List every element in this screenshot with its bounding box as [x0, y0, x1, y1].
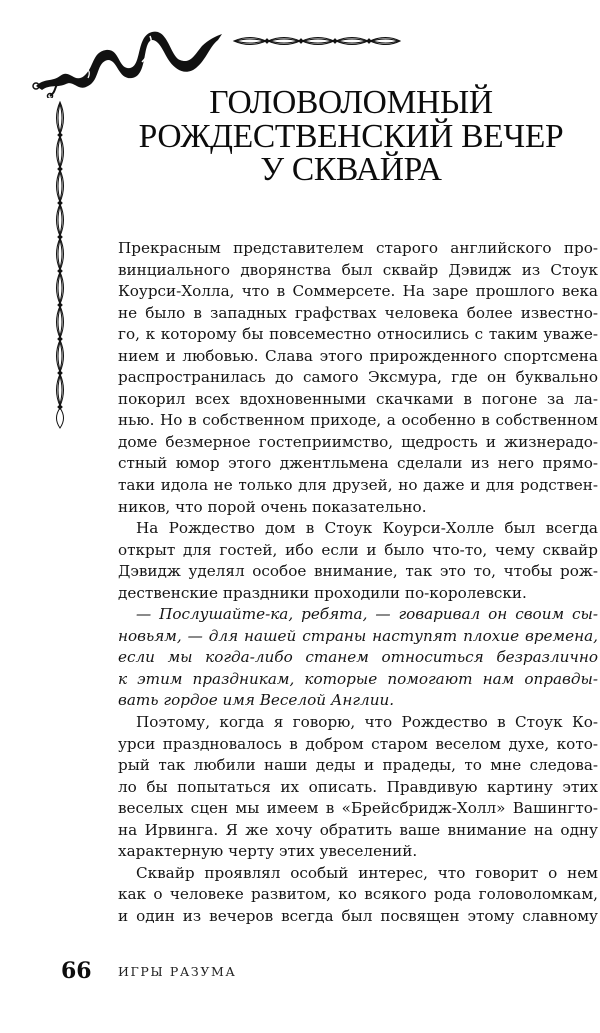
text-line: ников, что порой очень показательно. — [118, 497, 427, 516]
text-line: на Ирвинга. Я же хочу обратить ваше внимание на одну — [118, 820, 598, 839]
text-line: рый так любили наши деды и прадеды, то мне следова- — [118, 756, 598, 775]
text-line: нием и любовью. Слава этого прирожденного спортсмена — [118, 346, 598, 365]
text-line: Сквайр проявлял особый интерес, что говорит о нем — [136, 863, 598, 882]
quote-line: если мы когда-либо станем относиться безразлично — [118, 648, 598, 667]
text-line: распространилась до самого Эксмура, где он буквально — [118, 368, 598, 387]
text-line: открыт для гостей, ибо если и было что-то, чему сквайр — [118, 540, 598, 559]
text-line: характерную черту этих увеселений. — [118, 842, 418, 861]
quote-line: к этим праздникам, которые помогают нам оправды- — [118, 669, 598, 688]
text-line: ло бы попытаться их описать. Правдивую картину этих — [118, 777, 598, 796]
text-line: урси праздновалось в добром старом веселом духе, кото- — [118, 734, 598, 753]
text-line: Дэвидж уделял особое внимание, так это то, чтобы рож- — [118, 562, 598, 581]
text-line: и один из вечеров всегда был посвящен этому славному — [118, 906, 598, 925]
body-text — [118, 238, 598, 928]
text-line: Коурси-Холла, что в Соммерсете. На заре прошлого века — [118, 282, 598, 301]
page-number: 66 — [61, 958, 92, 984]
text-line: дественские праздники проходили по-королевски. — [118, 583, 527, 602]
title-line: У СКВАЙРА — [260, 151, 442, 188]
quote-line: вать гордое имя Веселой Англии. — [118, 691, 395, 710]
text-line: стный юмор этого джентльмена сделали из него прямо- — [118, 454, 598, 473]
text-line: го, к которому бы повсеместно относились с таким уваже- — [118, 325, 598, 344]
text-line: таки идола не только для друзей, но даже и для родствен- — [118, 476, 598, 495]
text-line: нью. Но в собственном приходе, а особенно в собственном — [118, 411, 598, 430]
running-title: ИГРЫ РАЗУМА — [118, 964, 237, 979]
text-line: винциального дворянства был сквайр Дэвидж из Стоук — [118, 260, 598, 279]
chain-border-horizontal-icon — [232, 35, 402, 47]
chapter-title — [100, 86, 600, 187]
text-line: не было в западных графствах человека более известно- — [118, 303, 598, 322]
text-line: доме безмерное гостеприимство, щедрость и жизнерадо- — [118, 432, 598, 451]
title-line: РОЖДЕСТВЕНСКИЙ ВЕЧЕР — [138, 117, 564, 155]
text-line: как о человеке развитом, ко всякого рода головоломкам, — [118, 885, 598, 904]
quote-line: новьям, — для нашей страны наступят плохие времена, — [118, 626, 598, 645]
title-line: ГОЛОВОЛОМНЫЙ — [209, 84, 493, 121]
quote-line: — Послушайте-ка, ребята, — говаривал он своим сы- — [136, 605, 598, 624]
text-line: Поэтому, когда я говорю, что Рождество в Стоук Ко- — [136, 713, 598, 732]
text-line: веселых сцен мы имеем в «Брейсбридж-Холл» Вашингто- — [118, 799, 598, 818]
text-line: Прекрасным представителем старого английского про- — [118, 239, 598, 257]
text-line: покорил всех вдохновенными скачками в погоне за ла- — [118, 389, 598, 408]
chain-border-vertical-icon — [54, 100, 66, 430]
text-line: На Рождество дом в Стоук Коурси-Холле был всегда — [136, 519, 598, 538]
